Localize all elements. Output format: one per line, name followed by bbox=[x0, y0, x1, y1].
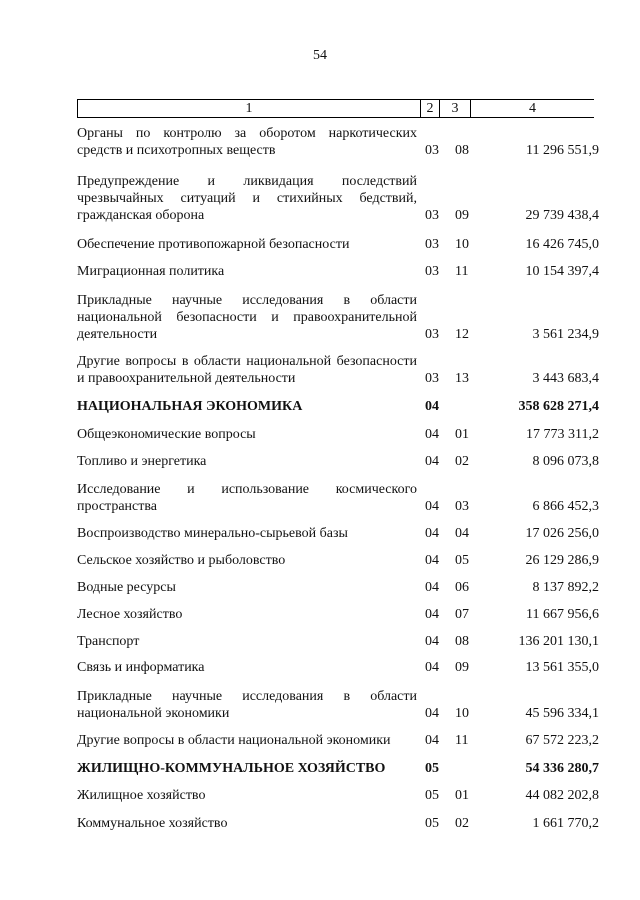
row-section-code: 04 bbox=[425, 634, 439, 649]
page-number: 54 bbox=[313, 48, 327, 63]
row-amount: 1 661 770,2 bbox=[532, 816, 599, 831]
row-section-code: 05 bbox=[425, 761, 439, 776]
row-name: Миграционная политика bbox=[77, 264, 225, 279]
header-col-2: 2 bbox=[426, 101, 434, 116]
row-amount: 16 426 745,0 bbox=[525, 237, 599, 252]
row-section-code: 04 bbox=[425, 526, 439, 541]
row-subsection-code: 07 bbox=[455, 607, 469, 622]
row-section-code: 05 bbox=[425, 788, 439, 803]
row-name: Общеэкономические вопросы bbox=[77, 427, 256, 442]
row-section-code: 04 bbox=[425, 580, 439, 595]
table-row-section bbox=[0, 398, 640, 415]
row-section-code: 03 bbox=[425, 327, 439, 342]
table-row bbox=[0, 453, 640, 470]
row-subsection-code: 12 bbox=[455, 327, 469, 342]
row-amount: 44 082 202,8 bbox=[525, 788, 599, 803]
row-section-code: 04 bbox=[425, 660, 439, 675]
row-section-code: 04 bbox=[425, 399, 439, 414]
row-amount: 26 129 286,9 bbox=[525, 553, 599, 568]
row-name: Другие вопросы в области национальной безопасности и правоохранительной деятельности bbox=[77, 354, 417, 386]
row-name: Предупреждение и ликвидация последствий чрезвычайных ситуаций и стихийных бедствий, гражданская оборона bbox=[77, 174, 417, 223]
row-subsection-code: 01 bbox=[455, 427, 469, 442]
row-section-code: 04 bbox=[425, 499, 439, 514]
table-row bbox=[0, 481, 640, 515]
row-amount: 10 154 397,4 bbox=[525, 264, 599, 279]
row-section-code: 03 bbox=[425, 143, 439, 158]
row-subsection-code: 08 bbox=[455, 143, 469, 158]
row-name: Транспорт bbox=[77, 634, 140, 649]
row-subsection-code: 13 bbox=[455, 371, 469, 386]
table-row bbox=[0, 579, 640, 596]
table-row bbox=[0, 732, 640, 749]
row-subsection-code: 08 bbox=[455, 634, 469, 649]
table-row bbox=[0, 353, 640, 387]
row-name: НАЦИОНАЛЬНАЯ ЭКОНОМИКА bbox=[77, 399, 303, 414]
table-row bbox=[0, 236, 640, 253]
table-row bbox=[0, 787, 640, 804]
row-subsection-code: 01 bbox=[455, 788, 469, 803]
row-subsection-code: 05 bbox=[455, 553, 469, 568]
row-amount: 17 026 256,0 bbox=[525, 526, 599, 541]
header-col-3: 3 bbox=[451, 101, 459, 116]
row-name: Прикладные научные исследования в области национальной безопасности и правоохранительной деятельности bbox=[77, 293, 417, 342]
row-section-code: 04 bbox=[425, 427, 439, 442]
row-name: Топливо и энергетика bbox=[77, 454, 207, 469]
row-name: Прикладные научные исследования в области национальной экономики bbox=[77, 689, 417, 721]
row-name: Другие вопросы в области национальной экономики bbox=[77, 733, 391, 748]
row-section-code: 04 bbox=[425, 733, 439, 748]
row-amount: 358 628 271,4 bbox=[518, 399, 599, 414]
table-row bbox=[0, 263, 640, 280]
row-amount: 11 296 551,9 bbox=[526, 143, 599, 158]
row-name: Органы по контролю за оборотом наркотических средств и психотропных веществ bbox=[77, 126, 417, 158]
row-name: Обеспечение противопожарной безопасности bbox=[77, 237, 350, 252]
row-name: Связь и информатика bbox=[77, 660, 205, 675]
row-section-code: 04 bbox=[425, 607, 439, 622]
row-amount: 6 866 452,3 bbox=[532, 499, 599, 514]
row-subsection-code: 10 bbox=[455, 237, 469, 252]
table-row bbox=[0, 292, 640, 343]
row-amount: 8 137 892,2 bbox=[532, 580, 599, 595]
row-section-code: 03 bbox=[425, 208, 439, 223]
row-amount: 67 572 223,2 bbox=[525, 733, 599, 748]
table-row bbox=[0, 173, 640, 224]
row-subsection-code: 06 bbox=[455, 580, 469, 595]
row-subsection-code: 11 bbox=[455, 264, 469, 279]
row-name: ЖИЛИЩНО-КОММУНАЛЬНОЕ ХОЗЯЙСТВО bbox=[77, 761, 386, 776]
row-section-code: 04 bbox=[425, 553, 439, 568]
table-row bbox=[0, 125, 640, 159]
row-subsection-code: 03 bbox=[455, 499, 469, 514]
row-name: Водные ресурсы bbox=[77, 580, 176, 595]
row-amount: 11 667 956,6 bbox=[526, 607, 599, 622]
row-name: Исследование и использование космического пространства bbox=[77, 482, 417, 514]
row-name: Лесное хозяйство bbox=[77, 607, 183, 622]
table-row bbox=[0, 426, 640, 443]
table-row bbox=[0, 525, 640, 542]
table-row bbox=[0, 552, 640, 569]
row-subsection-code: 02 bbox=[455, 454, 469, 469]
table-row bbox=[0, 815, 640, 832]
header-col-4: 4 bbox=[529, 101, 536, 116]
row-subsection-code: 04 bbox=[455, 526, 469, 541]
row-subsection-code: 11 bbox=[455, 733, 469, 748]
header-col-1: 1 bbox=[245, 101, 253, 116]
row-section-code: 04 bbox=[425, 706, 439, 721]
row-section-code: 04 bbox=[425, 454, 439, 469]
row-name: Коммунальное хозяйство bbox=[77, 816, 228, 831]
row-subsection-code: 02 bbox=[455, 816, 469, 831]
row-amount: 13 561 355,0 bbox=[525, 660, 599, 675]
row-section-code: 05 bbox=[425, 816, 439, 831]
row-amount: 29 739 438,4 bbox=[525, 208, 599, 223]
table-row bbox=[0, 633, 640, 650]
row-section-code: 03 bbox=[425, 371, 439, 386]
row-amount: 136 201 130,1 bbox=[518, 634, 599, 649]
row-amount: 54 336 280,7 bbox=[525, 761, 599, 776]
row-subsection-code: 09 bbox=[455, 660, 469, 675]
row-amount: 3 443 683,4 bbox=[532, 371, 599, 386]
row-amount: 8 096 073,8 bbox=[532, 454, 599, 469]
row-section-code: 03 bbox=[425, 264, 439, 279]
row-name: Воспроизводство минерально-сырьевой базы bbox=[77, 526, 348, 541]
table-row bbox=[0, 606, 640, 623]
row-amount: 3 561 234,9 bbox=[532, 327, 599, 342]
row-subsection-code: 10 bbox=[455, 706, 469, 721]
row-amount: 17 773 311,2 bbox=[526, 427, 599, 442]
row-subsection-code: 09 bbox=[455, 208, 469, 223]
table-row bbox=[0, 688, 640, 722]
row-name: Сельское хозяйство и рыболовство bbox=[77, 553, 286, 568]
table-row bbox=[0, 659, 640, 676]
table-row-section bbox=[0, 760, 640, 777]
row-name: Жилищное хозяйство bbox=[77, 788, 206, 803]
row-amount: 45 596 334,1 bbox=[525, 706, 599, 721]
row-section-code: 03 bbox=[425, 237, 439, 252]
